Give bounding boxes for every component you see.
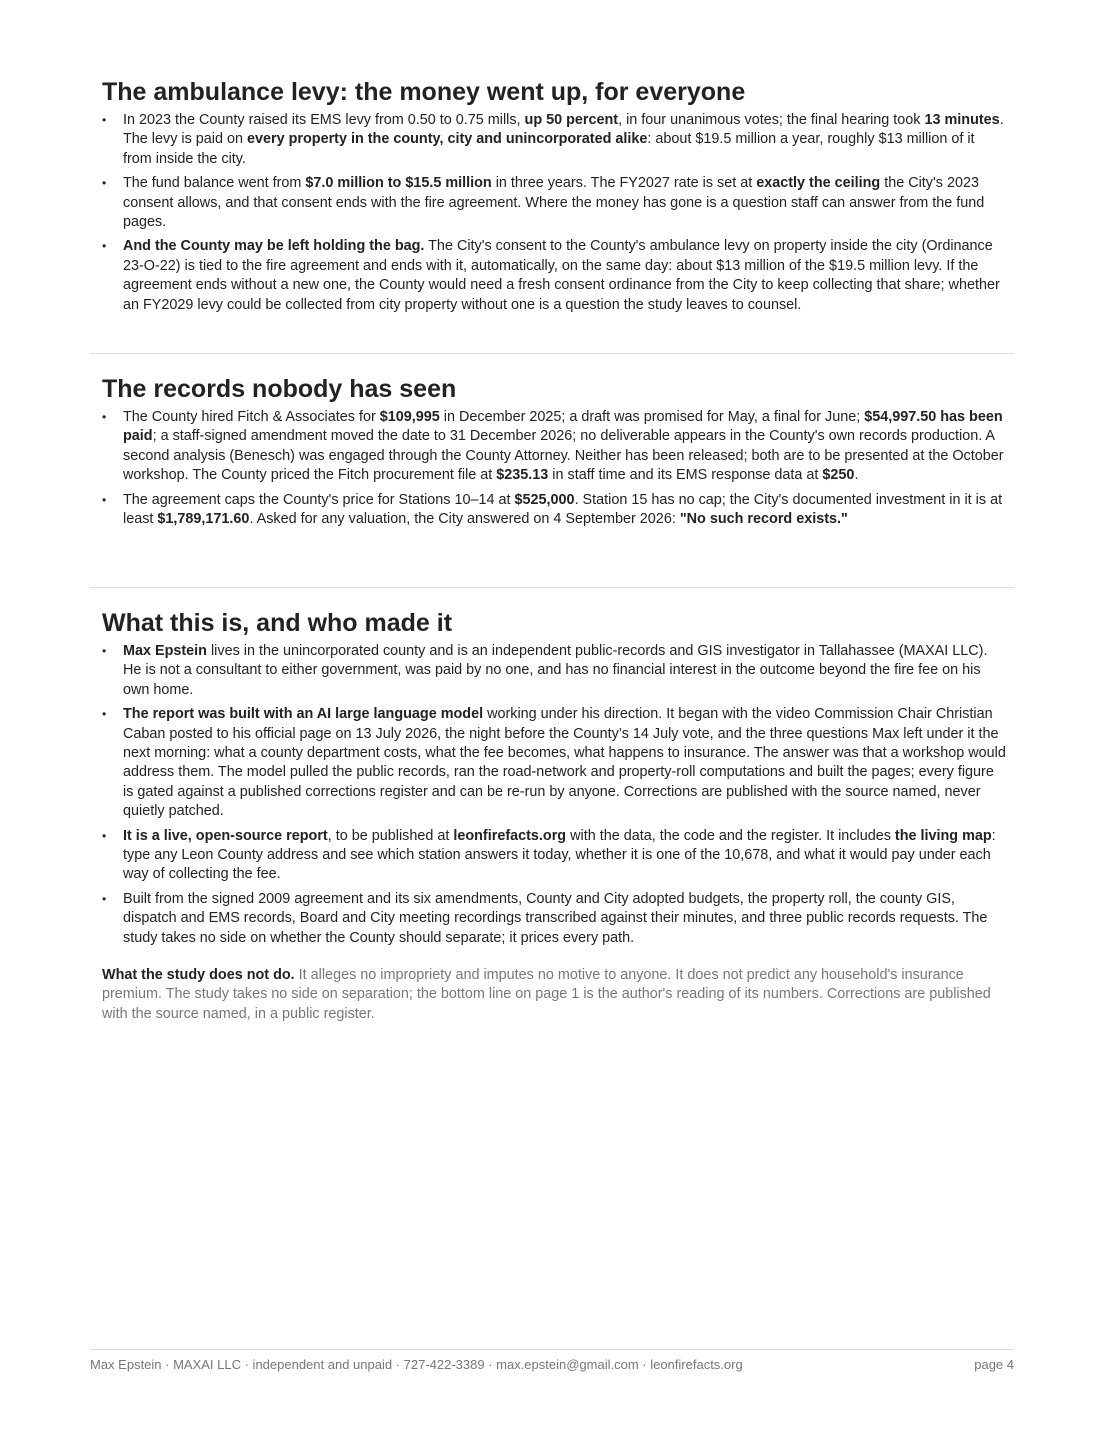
body-text: The agreement caps the County's price for Stations 10–14 at [123, 491, 515, 508]
body-text: in three years. The FY2027 rate is set at [491, 175, 757, 192]
bullet-marker: • [102, 644, 107, 658]
section-records [90, 374, 1014, 534]
section-divider [90, 353, 1014, 354]
section-about [90, 608, 1014, 953]
body-text: Built from the signed 2009 agreement and its six amendments, County and City adopted budgets, the property roll, the county GIS, dispatch and EMS records, Board and City meeting recordings transcribed against their minutes, and three public records requests. The study takes no side on whether the County should separate; it prices every path. [123, 890, 988, 946]
bullet-list [90, 408, 1014, 529]
emphasis-text: "No such record exists." [679, 511, 848, 528]
emphasis-text: The report was built with an AI large language model [123, 706, 484, 723]
bullet-marker: • [102, 891, 107, 906]
footer-divider [90, 1349, 1014, 1350]
section-heading: What this is, and who made it [102, 609, 453, 637]
bullet-list [90, 111, 1014, 315]
list-item [102, 890, 1014, 948]
bullet-marker: • [102, 176, 107, 191]
section-divider [90, 587, 1014, 588]
emphasis-text: 13 minutes [924, 112, 1000, 128]
emphasis-text: every property in the county, city and unincorporated alike [247, 131, 648, 148]
emphasis-text: $250 [822, 467, 855, 484]
bullet-marker: • [102, 410, 107, 424]
bullet-marker: • [102, 113, 107, 127]
body-text: : type any Leon County address and see which station answers it today, whether it is one of the 10,678, and what it would pay under each way of collecting the fee. [123, 827, 996, 883]
emphasis-text: Max Epstein [123, 643, 207, 659]
body-text: with the data, the code and the register. It includes [566, 827, 895, 844]
list-item [102, 408, 1014, 486]
body-text: in December 2025; a draft was promised for May, a final for June; [439, 409, 865, 425]
body-text: the City's 2023 consent allows, and that consent ends with the fire agreement. Where the money has gone is a question staff can answer from the fund pages. [123, 175, 985, 231]
emphasis-text: up 50 percent [524, 112, 619, 128]
emphasis-text: $235.13 [496, 467, 549, 484]
page-number: page 4 [974, 1357, 1014, 1372]
note-body: It alleges no impropriety and imputes no motive to anyone. It does not predict any household's insurance premium. The study takes no side on separation; the bottom line on page 1 is the author's reading of its numbers. Corrections are published with the source named, in a public register. [102, 967, 991, 1022]
list-item [102, 111, 1014, 169]
emphasis-text: exactly the ceiling [756, 175, 881, 192]
body-text: : about $19.5 million a year, roughly $13 million of it from inside the city. [123, 131, 975, 167]
body-text: ; a staff-signed amendment moved the date to 31 December 2026; no deliverable appears in the County's own records production. A second analysis (Benesch) was engaged through the County Attorney. Neither has been released; both are to be presented at the October workshop. The County priced the Fitch procurement file at [123, 428, 1004, 484]
emphasis-text: $109,995 [379, 409, 440, 425]
body-text: in staff time and its EMS response data at [548, 467, 823, 484]
body-text: . Asked for any valuation, the City answered on 4 September 2026: [249, 511, 680, 528]
body-text: . The levy is paid on [123, 112, 1004, 148]
footer-contact: Max Epstein · MAXAI LLC · independent and unpaid · 727-422-3389 · max.epstein@gmail.com · leonfirefacts.org [90, 1357, 743, 1372]
body-text: , in four unanimous votes; the final hearing took [618, 112, 925, 128]
body-text: . Station 15 has no cap; the City's documented investment in it is at least [123, 491, 1003, 528]
bullet-marker: • [102, 828, 107, 843]
body-text: In 2023 the County raised its EMS levy from 0.50 to 0.75 mills, [123, 112, 525, 128]
emphasis-text: It is a live, open-source report [123, 827, 328, 844]
list-item [102, 237, 1014, 315]
emphasis-text: And the County may be left holding the bag. [123, 238, 425, 255]
bullet-marker: • [102, 492, 107, 507]
section-ambulance-levy [90, 77, 1014, 320]
list-item [102, 174, 1014, 232]
emphasis-text: leonfirefacts.org [453, 827, 567, 844]
list-item [102, 705, 1014, 821]
list-item [102, 642, 1014, 700]
note-lead: What the study does not do. [102, 967, 295, 983]
emphasis-text: $1,789,171.60 [157, 511, 250, 528]
disclaimer-note [102, 966, 1002, 1024]
body-text: lives in the unincorporated county and is an independent public-records and GIS investigator in Tallahassee (MAXAI LLC). He is not a consultant to either government, was paid by no one, and has no financial interest in the outcome beyond the fire fee on his own home. [123, 643, 988, 698]
body-text: The County hired Fitch & Associates for [123, 409, 380, 425]
list-item [102, 491, 1014, 530]
emphasis-text: the living map [894, 827, 992, 844]
body-text: , to be published at [327, 827, 454, 844]
bullet-list [90, 642, 1014, 948]
section-heading: The records nobody has seen [102, 375, 457, 403]
body-text: The City's consent to the County's ambulance levy on property inside the city (Ordinance 23-O-22) is tied to the fire agreement and ends with it, automatically, on the same day: about $13 million of the $19.5 million levy. If the agreement ends without a new one, the County would need a fresh consent ordinance from the City to keep collecting that share; whether an FY2029 levy could be collected from city property without one is a question the study leaves to counsel. [123, 238, 1000, 313]
bullet-marker: • [102, 239, 107, 254]
emphasis-text: $525,000 [514, 491, 575, 508]
list-item [102, 827, 1014, 885]
body-text: working under his direction. It began with the video Commission Chair Christian Caban posted to his official page on 13 July 2026, the night before the County’s 14 July vote, and the three questions Max left under it the next morning: what a county department costs, what the fee becomes, what happens to insurance. The answer was that a workshop would address them. The model pulled the public records, ran the road-network and property-roll computations and built the pages; every figure is gated against a published corrections register and can be re-run by anyone. Corrections are published with the source named, never quietly patched. [123, 706, 1006, 820]
body-text: The fund balance went from [123, 175, 306, 192]
bullet-marker: • [102, 707, 107, 722]
emphasis-text: $7.0 million to $15.5 million [305, 175, 492, 192]
emphasis-text: $54,997.50 has been paid [123, 409, 1003, 445]
section-heading: The ambulance levy: the money went up, for everyone [102, 78, 746, 106]
body-text: . [854, 467, 859, 484]
